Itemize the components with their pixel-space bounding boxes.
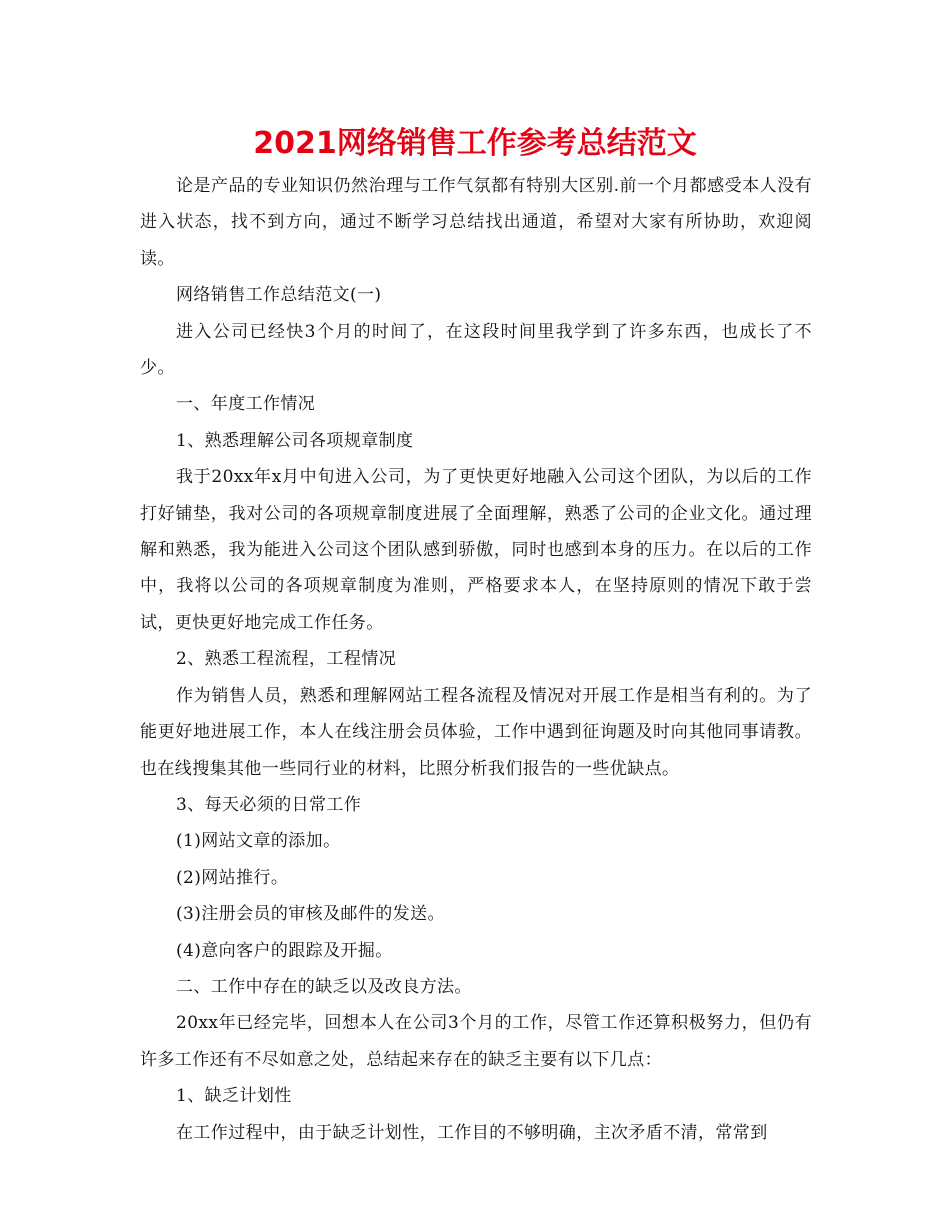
paragraph: 我于20xx年x月中旬进入公司，为了更快更好地融入公司这个团队，为以后的工作打好铺垫，我对公司的各项规章制度进展了全面理解，熟悉了公司的企业文化。通过理解和熟悉，我为能进入公司这个团队感到骄傲，同时也感到本身的压力。在以后的工作中，我将以公司的各项规章制度为准则，严格要求本人，在坚持原则的情况下敢于尝试，更快更好地完成工作任务。 (140, 467, 812, 633)
subsection-heading: 1、熟悉理解公司各项规章制度 (176, 430, 414, 451)
list-item: (1)网站文章的添加。 (176, 831, 341, 852)
list-item: (3)注册会员的审核及邮件的发送。 (176, 904, 445, 925)
section-heading: 二、工作中存在的缺乏以及改良方法。 (176, 976, 472, 997)
paragraph: 在工作过程中，由于缺乏计划性，工作目的不够明确，主次矛盾不清，常常到 (176, 1122, 768, 1143)
section-heading: 网络销售工作总结范文(一) (176, 285, 382, 306)
paragraph: 作为销售人员，熟悉和理解网站工程各流程及情况对开展工作是相当有利的。为了能更好地进展工作，本人在线注册会员体验，工作中遇到征询题及时向其他同事请教。也在线搜集其他一些同行业的材料，比照分析我们报告的一些优缺点。 (140, 685, 812, 779)
subsection-heading: 3、每天必须的日常工作 (176, 794, 362, 815)
paragraph: 论是产品的专业知识仍然治理与工作气氛都有特别大区别.前一个月都感受本人没有进入状态，找不到方向，通过不断学习总结找出通道，希望对大家有所协助，欢迎阅读。 (140, 176, 812, 269)
paragraph: 进入公司已经快3个月的时间了，在这段时间里我学到了许多东西，也成长了不少。 (140, 321, 812, 379)
list-item: (4)意向客户的跟踪及开掘。 (176, 940, 393, 961)
section-heading: 一、年度工作情况 (176, 394, 316, 415)
paragraph: 20xx年已经完毕，回想本人在公司3个月的工作，尽管工作还算积极努力，但仍有许多工作还有不尽如意之处，总结起来存在的缺乏主要有以下几点： (140, 1013, 812, 1070)
document-title: 2021网络销售工作参考总结范文 (253, 126, 697, 161)
document-body (140, 168, 812, 1151)
subsection-heading: 1、缺乏计划性 (176, 1086, 292, 1107)
subsection-heading: 2、熟悉工程流程，工程情况 (176, 649, 397, 670)
list-item: (2)网站推行。 (176, 867, 289, 888)
